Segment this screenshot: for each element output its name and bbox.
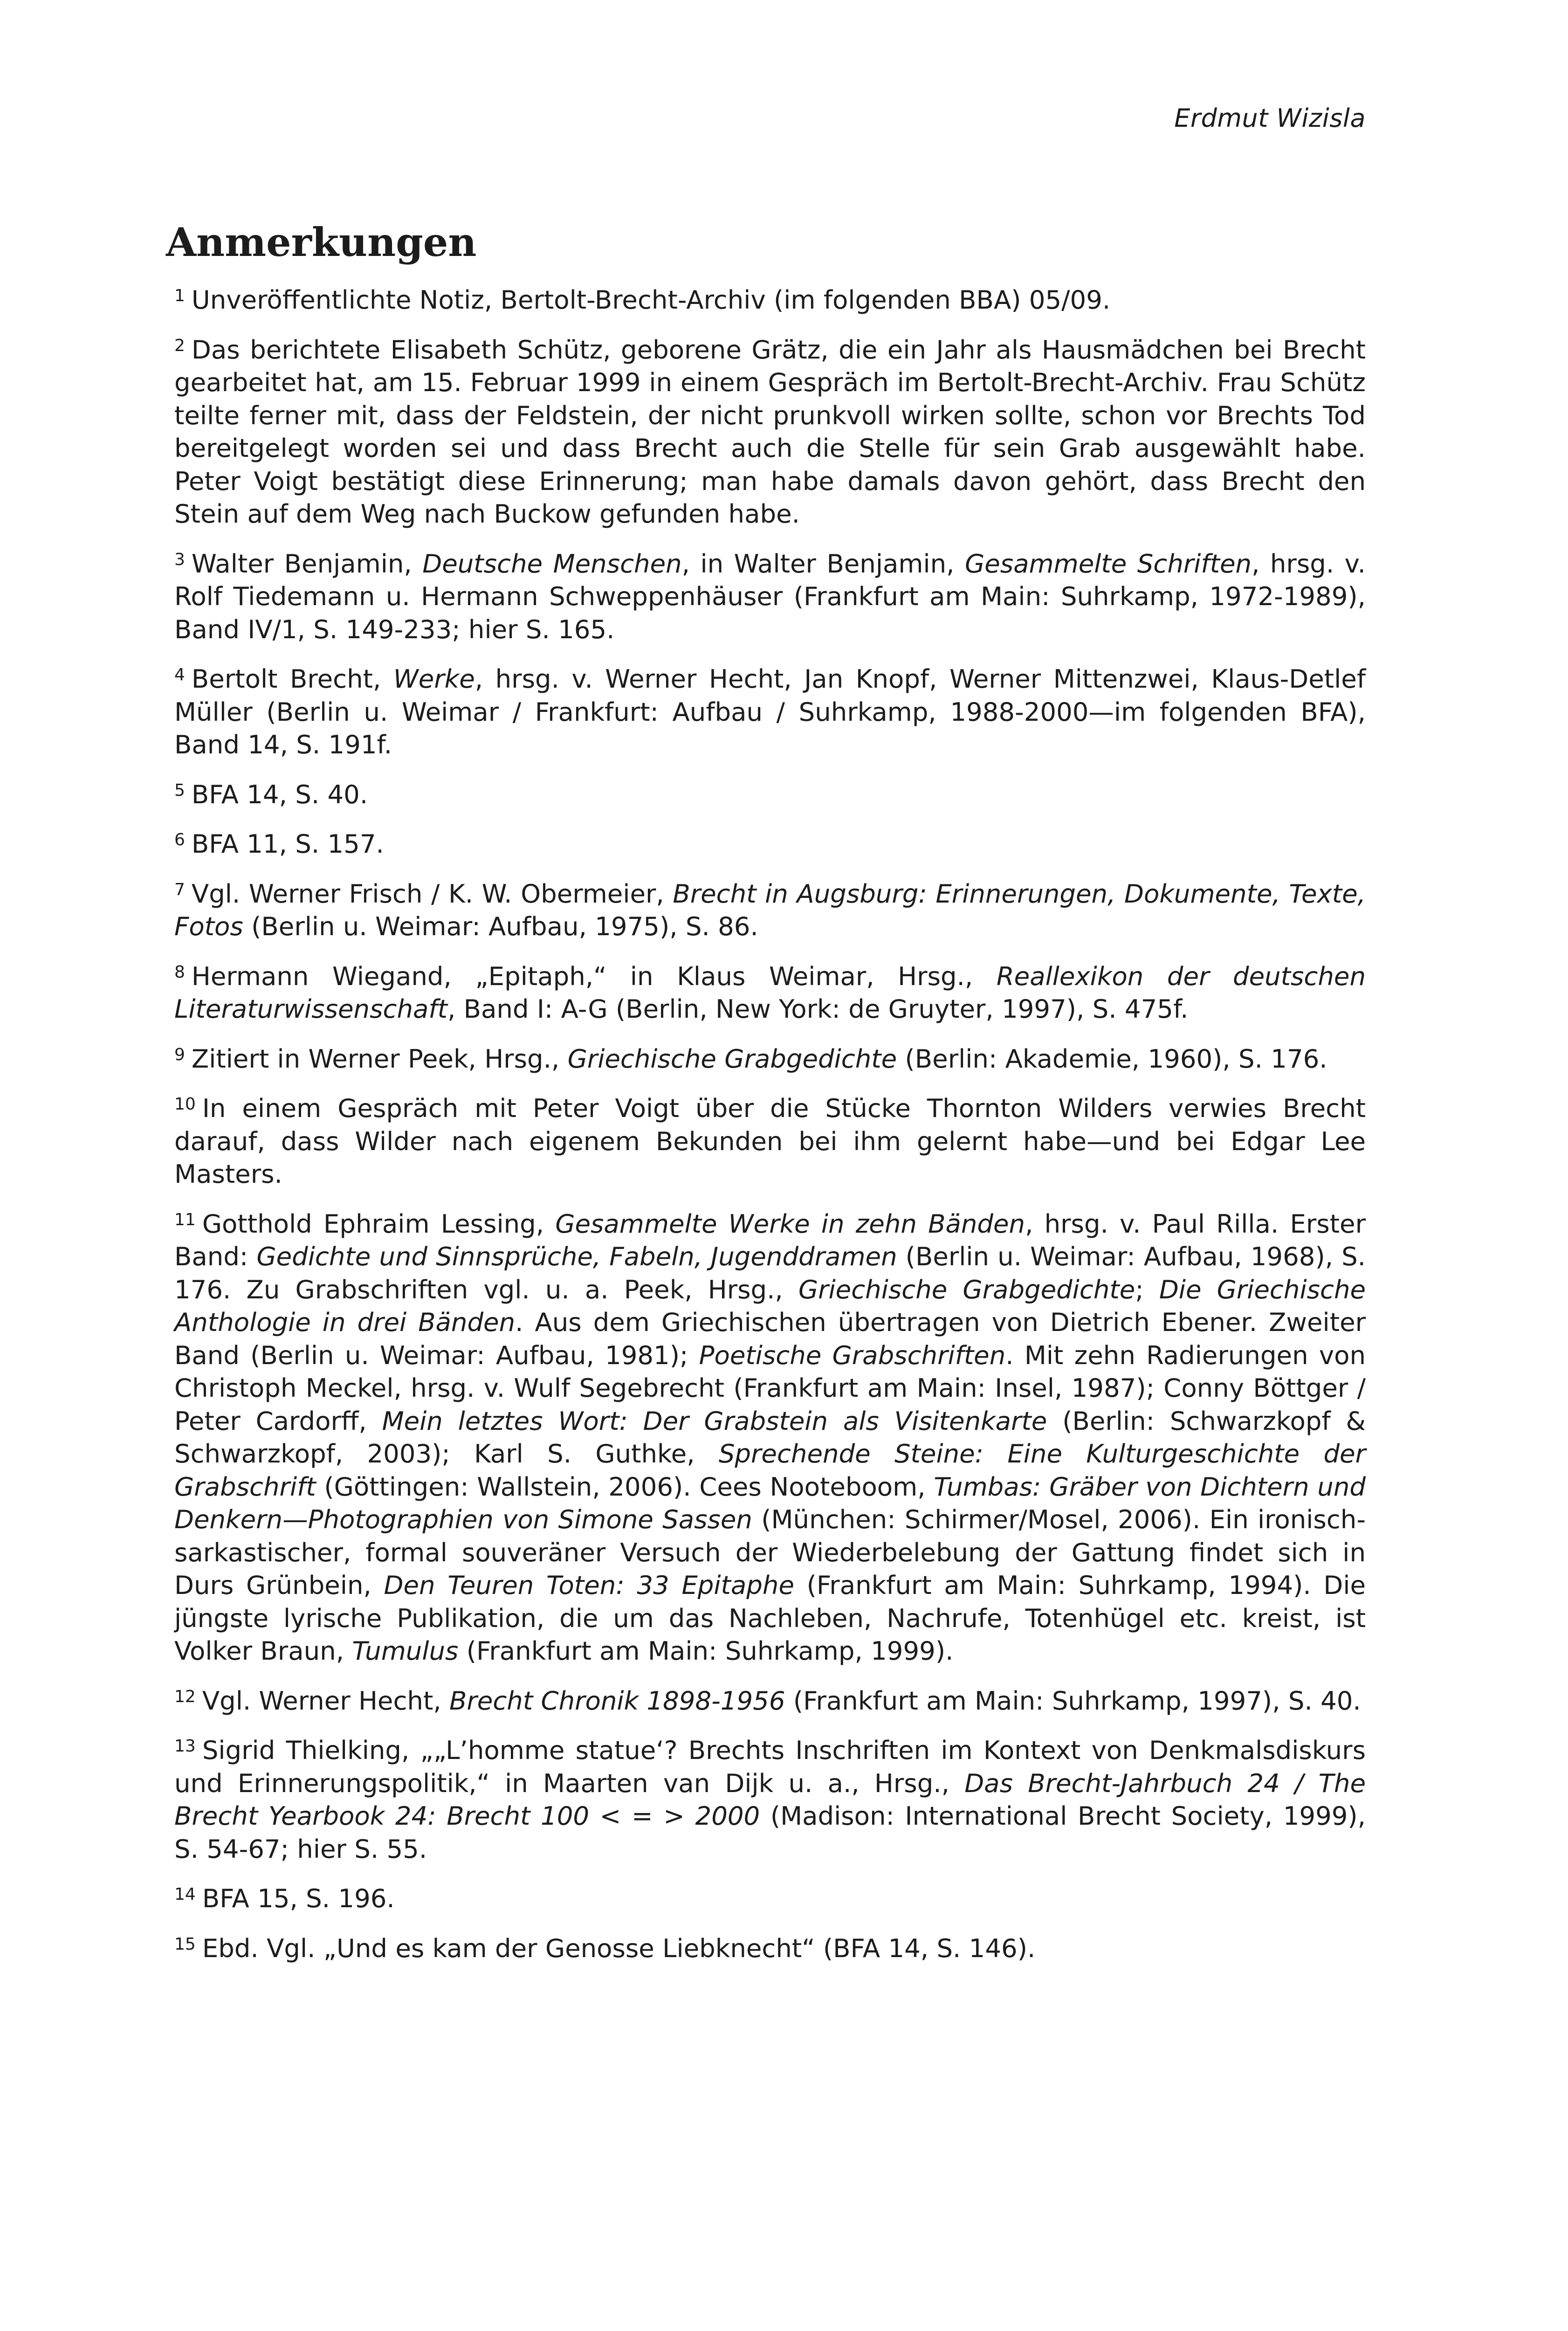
endnote-text: (Frankfurt am Main: Suhrkamp, 1999). — [458, 1636, 954, 1666]
endnotes-list — [174, 283, 1366, 1981]
endnote-title-italic: Tumulus — [352, 1636, 459, 1666]
endnote-title-italic: Griechische Grabgedichte — [567, 1043, 897, 1074]
endnote-title-italic: Tumbas: Gräber von Dichtern und Denkern—Photographien von Simone Sassen — [174, 1471, 1366, 1534]
endnote-title-italic: Mein letztes Wort: Der Grabstein als Visitenkarte — [382, 1406, 1047, 1436]
endnote-title-italic: Sprechende Steine: Eine Kulturgeschichte der Grabschrift — [174, 1439, 1366, 1502]
running-head: Erdmut Wizisla — [1174, 103, 1366, 133]
endnote-number: 1 — [174, 286, 185, 305]
endnote — [174, 778, 1366, 811]
endnote-text: (Göttingen: Wallstein, 2006). Cees Nooteboom, — [316, 1471, 934, 1502]
endnote-title-italic: Griechische Grabgedichte — [798, 1274, 1135, 1304]
endnote-text: Ebd. Vgl. „Und es kam der Genosse Liebknecht“ (BFA 14, S. 146). — [202, 1933, 1036, 1963]
endnote-text: Sigrid Thielking, „„L’homme statue‘? Brechts Inschriften im Kontext von Denkmalsdiskurs und Erinnerungspolitik,“ in Maarten van Dijk u. a., Hrsg., — [174, 1735, 1366, 1798]
endnote-text: , hrsg. v. Werner Hecht, Jan Knopf, Werner Mittenzwei, Klaus-Detlef Müller (Berlin u. Weimar / Frankfurt: Aufbau / Suhrkamp, 1988-2000—im folgenden BFA), Band 14, S. 191f. — [174, 664, 1366, 759]
endnote-number: 3 — [174, 550, 185, 569]
endnote-text: (Frankfurt am Main: Suhrkamp, 1997), S. 40. — [785, 1685, 1361, 1716]
endnote-number: 6 — [174, 830, 185, 849]
endnote-number: 2 — [174, 336, 185, 355]
endnote-text: Zitiert in Werner Peek, Hrsg., — [191, 1043, 568, 1074]
endnote-text: (Berlin: Schwarzkopf & Schwarzkopf, 2003); Karl S. Guthke, — [174, 1406, 1366, 1469]
endnote — [174, 1684, 1366, 1717]
endnote-text: Walter Benjamin, — [191, 548, 423, 579]
endnote-number: 14 — [174, 1885, 196, 1904]
endnote-title-italic: Gesammelte Schriften — [964, 548, 1252, 579]
endnote-text: . Aus dem Griechischen übertragen von Dietrich Ebener. Zweiter Band (Berlin u. Weimar: Aufbau, 1981); — [174, 1307, 1366, 1370]
endnote — [174, 960, 1366, 1026]
endnote-title-italic: Gesammelte Werke in zehn Bänden — [555, 1208, 1025, 1239]
endnote-title-italic: Reallexikon der deutschen Literaturwissenschaft — [174, 961, 1366, 1024]
endnote — [174, 828, 1366, 861]
endnote — [174, 1092, 1366, 1191]
endnote-text: Gotthold Ephraim Lessing, — [202, 1208, 556, 1239]
endnote-text: Vgl. Werner Hecht, — [202, 1685, 449, 1716]
endnote-text: , Band I: A-G (Berlin, New York: de Gruyter, 1997), S. 475f. — [447, 994, 1189, 1024]
endnote-text: (Berlin u. Weimar: Aufbau, 1968), S. 176. Zu Grabschriften vgl. u. a. Peek, Hrsg., — [174, 1241, 1366, 1304]
endnote-title-italic: Das Brecht-Jahrbuch 24 / The Brecht Yearbook 24: Brecht 100 < = > 2000 — [174, 1768, 1366, 1831]
endnote-text: BFA 15, S. 196. — [202, 1883, 395, 1913]
endnote-title-italic: Die Griechische Anthologie in drei Bänden — [174, 1274, 1366, 1337]
endnote-text: Das berichtete Elisabeth Schütz, geborene Grätz, die ein Jahr als Hausmädchen bei Brecht gearbeitet hat, am 15. Februar 1999 in einem Gespräch im Bertolt-Brecht-Archiv. Frau Schütz teilte ferner mit, dass der Feldstein, der nicht prunkvoll wirken sollte, schon vor Brechts Tod bereitgelegt worden sei und dass Brecht auch die Stelle für sein Grab ausgewählt habe. Peter Voigt bestätigt diese Erinnerung; man habe damals davon gehört, dass Brecht den Stein auf dem Weg nach Buckow gefunden habe. — [174, 334, 1366, 529]
endnote-text: (Berlin u. Weimar: Aufbau, 1975), S. 86. — [243, 911, 758, 941]
endnote-title-italic: Brecht Chronik 1898-1956 — [449, 1685, 785, 1716]
endnote-number: 13 — [174, 1737, 196, 1756]
endnote-number: 15 — [174, 1934, 196, 1954]
endnote-number: 4 — [174, 665, 185, 684]
endnote-number: 5 — [174, 780, 185, 800]
endnote-text: Bertolt Brecht, — [191, 664, 393, 694]
endnote — [174, 877, 1366, 943]
endnote-text: , in Walter Benjamin, — [681, 548, 965, 579]
endnote-title-italic: Poetische Grabschriften — [699, 1340, 1006, 1370]
endnote — [174, 1042, 1366, 1076]
endnote-text: . Mit zehn Radierungen von Christoph Meckel, hrsg. v. Wulf Segebrecht (Frankfurt am Main: Insel, 1987); Conny Böttger / Peter Cardorff, — [174, 1340, 1366, 1436]
section-title: Anmerkungen — [166, 219, 477, 265]
endnote-text: Unveröffentlichte Notiz, Bertolt-Brecht-Archiv (im folgenden BBA) 05/09. — [191, 285, 1111, 315]
endnote — [174, 1207, 1366, 1668]
endnote-text: (München: Schirmer/Mosel, 2006). Ein ironisch-sarkastischer, formal souveräner Versuch der Wiederbelebung der Gattung findet sich in Durs Grünbein, — [174, 1504, 1366, 1600]
endnote-title-italic: Deutsche Menschen — [422, 548, 682, 579]
endnote — [174, 1734, 1366, 1865]
endnote-text: BFA 11, S. 157. — [191, 829, 384, 859]
endnote-text: In einem Gespräch mit Peter Voigt über die Stücke Thornton Wilders verwies Brecht darauf, dass Wilder nach eigenem Bekunden bei ihm gelernt habe—und bei Edgar Lee Masters. — [174, 1093, 1366, 1189]
endnote-number: 10 — [174, 1095, 196, 1114]
endnote-number: 8 — [174, 962, 185, 982]
endnote-text: Vgl. Werner Frisch / K. W. Obermeier, — [191, 878, 673, 909]
endnote-number: 9 — [174, 1045, 185, 1064]
endnote — [174, 547, 1366, 646]
endnote — [174, 1932, 1366, 1965]
endnote — [174, 333, 1366, 531]
endnote-number: 12 — [174, 1687, 196, 1706]
endnote — [174, 283, 1366, 317]
endnote-title-italic: Gedichte und Sinnsprüche, Fabeln, Jugenddramen — [256, 1241, 897, 1271]
endnote-title-italic: Werke — [393, 664, 475, 694]
endnote-text: , hrsg. v. Paul Rilla. Erster Band: — [174, 1208, 1366, 1271]
endnote — [174, 1882, 1366, 1915]
endnote-text: Hermann Wiegand, „Epitaph,“ in Klaus Weimar, Hrsg., — [191, 961, 997, 991]
endnote-text: (Frankfurt am Main: Suhrkamp, 1994). Die jüngste lyrische Publikation, die um das Nachleben, Nachrufe, Totenhügel etc. kreist, ist Volker Braun, — [174, 1570, 1366, 1666]
endnote-text: ; — [1135, 1274, 1159, 1304]
endnote-text: , hrsg. v. Rolf Tiedemann u. Hermann Schweppenhäuser (Frankfurt am Main: Suhrkamp, 1972-1989), Band IV/1, S. 149-233; hier S. 165. — [174, 548, 1366, 644]
endnote-text: BFA 14, S. 40. — [191, 779, 368, 809]
endnote — [174, 662, 1366, 761]
endnote-text: (Madison: International Brecht Society, 1999), S. 54-67; hier S. 55. — [174, 1801, 1366, 1864]
endnote-number: 7 — [174, 880, 185, 899]
endnote-title-italic: Brecht in Augsburg: Erinnerungen, Dokumente, Texte, Fotos — [174, 878, 1366, 941]
endnote-text: (Berlin: Akademie, 1960), S. 176. — [897, 1043, 1327, 1074]
endnote-number: 11 — [174, 1210, 196, 1229]
endnote-title-italic: Den Teuren Toten: 33 Epitaphe — [384, 1570, 794, 1600]
